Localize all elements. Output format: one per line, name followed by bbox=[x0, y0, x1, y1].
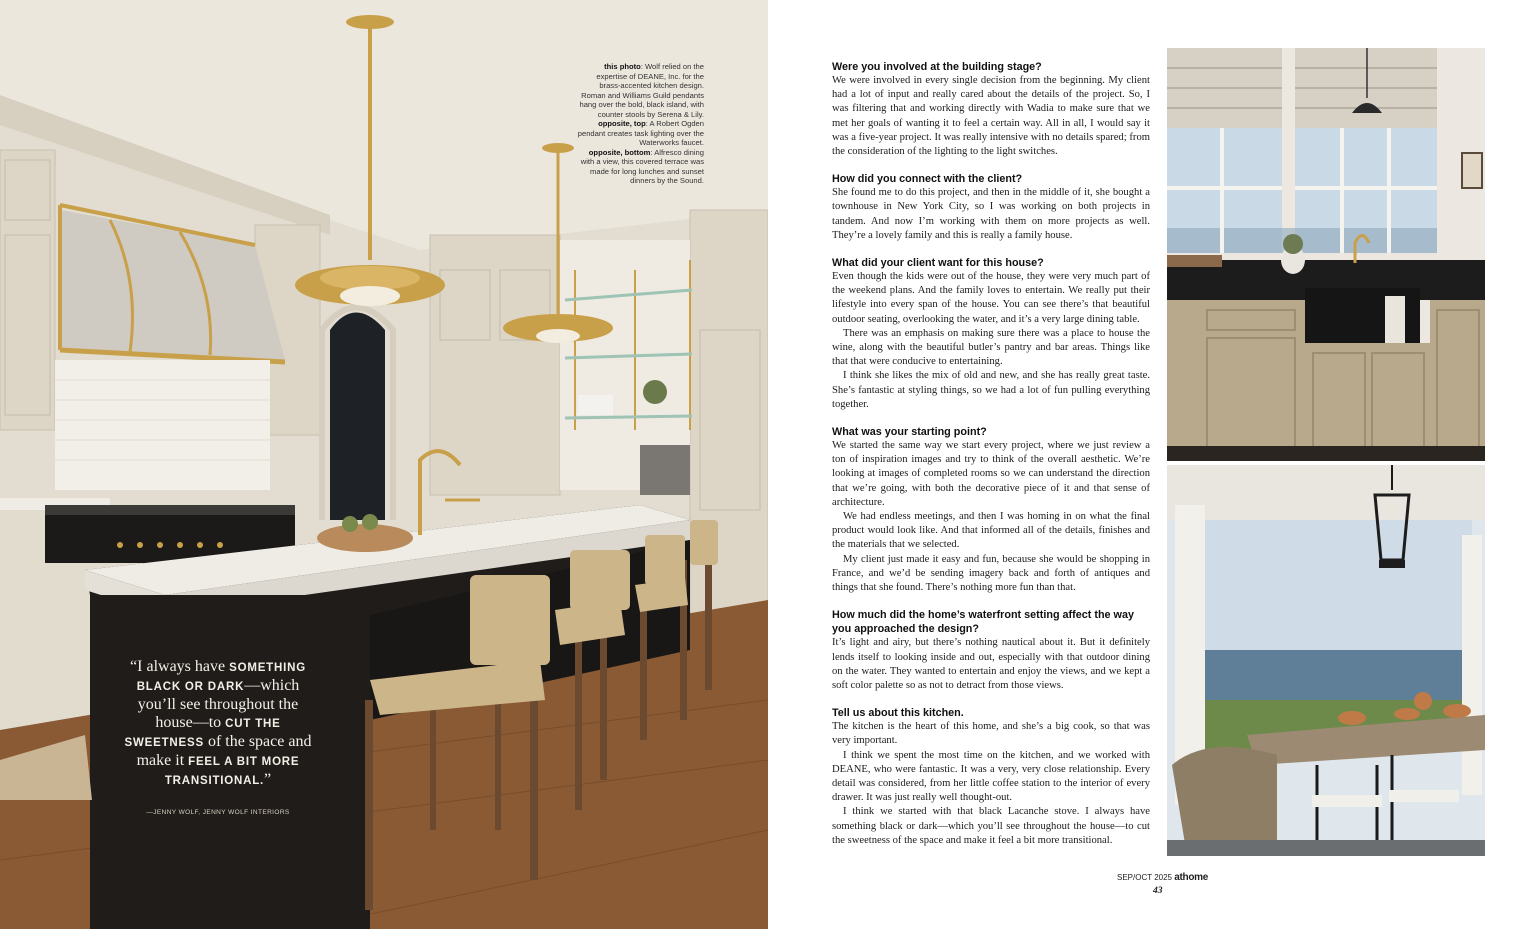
answer-paragraph: My client just made it easy and fun, because she would be shopping in France, and we’d be sending imagery back and forth of antiques and things that she found. There’s nothing more fun than that. bbox=[832, 553, 1150, 594]
quote-attribution: —JENNY WOLF, JENNY WOLF INTERIORS bbox=[146, 809, 290, 816]
quote-emphasis-2: CUT THE SWEETNESS bbox=[124, 718, 281, 749]
answer-paragraph: I think we spent the most time on the kitchen, and we worked with DEANE, who were fantastic. It was a very, very close relationship. Every detail was considered, from her little coffee station to the interior of every drawer. It was just really well thought-out. bbox=[832, 749, 1150, 804]
folio bbox=[1117, 872, 1208, 883]
qa-block bbox=[832, 256, 1150, 412]
terrace-dining-photo bbox=[1167, 465, 1485, 856]
answer-paragraph: The kitchen is the heart of this home, and she’s a big cook, so that was very important. bbox=[832, 721, 1150, 747]
question-heading: How did you connect with the client? bbox=[832, 173, 1023, 186]
quote-text-3: of the space and make it bbox=[136, 733, 312, 769]
answer-paragraph: It’s light and airy, but there’s nothing nautical about it. But it definitely lends itself to looking inside and out, especially with that outdoor dining on the water. They wanted to entertain and enjoy the views, and we kept a soft color palette so as not to detract from those views. bbox=[832, 637, 1150, 691]
quote-text-1: “I always have bbox=[130, 658, 230, 675]
question-heading: Were you involved at the building stage? bbox=[832, 61, 1042, 73]
caption-text-opposite-top: : A Robert Ogden pendant creates task lighting over the Waterworks faucet. bbox=[577, 119, 704, 147]
sink-window-photo bbox=[1167, 48, 1485, 461]
answer-paragraph: We were involved in every single decision from the beginning. My client had a lot of input and really cared about the details of the project. So, I was filtering that and working directly with Wadia to make sure that we met her goals of wanting it to feel a certain way. All in all, I would say it was a five-year project. It was really intensive with no details spared; from the consideration of the lighting to the light switches. bbox=[832, 75, 1150, 158]
caption-label-opposite-bottom: opposite, bottom bbox=[588, 147, 651, 157]
quote-text-2: —which you’ll see throughout the house—to bbox=[137, 677, 300, 731]
caption-label-this-photo: this photo bbox=[604, 62, 641, 71]
caption-label-opposite-top: opposite, top bbox=[598, 119, 646, 128]
quote-emphasis-3: FEEL A BIT MORE TRANSITIONAL. bbox=[164, 756, 300, 787]
qa-block bbox=[832, 60, 1150, 159]
answer-paragraph: We started the same way we start every project, where we just review a ton of inspiration images and try to think of the overall aesthetic. We’re looking at images of completed rooms so we can understand the direction that we’re going, with both the decorative piece of it and that sense of architecture. bbox=[832, 440, 1150, 508]
question-heading: What was your starting point? bbox=[832, 426, 987, 439]
answer-paragraph: We had endless meetings, and then I was homing in on what the final product would look like. And that informed all of the details, finishes and the materials that we selected. bbox=[832, 511, 1150, 551]
caption-text-this-photo: : Wolf relied on the expertise of DEANE, Inc. for the brass-accented kitchen design. Roman and Williams Guild pendants hang over the bold, black island, with counter stools by Serena & Lily. bbox=[579, 62, 704, 119]
question-heading: Tell us about this kitchen. bbox=[832, 707, 964, 720]
quote-text-4: ” bbox=[264, 771, 272, 788]
answer-paragraph: She found me to do this project, and then in the middle of it, she bought a townhouse in New York City, so I was working on both projects in tandem. And now I’m working with them on more projects as well. They’re a lovely family and this is really a family house. bbox=[832, 187, 1150, 241]
answer-paragraph: I think she likes the mix of old and new, and she has really great taste. She’s fantastic at styling things, so we had a lot of fun pulling everything together. bbox=[832, 370, 1150, 410]
page-number: 43 bbox=[1153, 886, 1163, 896]
pull-quote bbox=[122, 658, 314, 822]
photo-caption bbox=[574, 62, 704, 186]
magazine-brand: athome bbox=[1174, 872, 1208, 883]
qa-block bbox=[832, 706, 1150, 848]
answer-paragraph: I think we started with that black Lacanche stove. I always have something black or dark—which you’ll see throughout the house—to cut the sweetness of the space and make it feel a bit more transitional. bbox=[832, 806, 1150, 846]
caption-text-opposite-bottom: : Alfresco dining with a view, this covered terrace was made for long lunches and sunset dinners by the Sound. bbox=[580, 147, 704, 185]
answer-paragraph: Even though the kids were out of the house, they were very much part of the weekend plans. And the family loves to entertain. We really put their lifestyle into every span of the house. You can see there’s that beautiful outdoor seating, overlooking the water, and it’s a very large dining table. bbox=[832, 271, 1150, 325]
qa-block bbox=[832, 425, 1150, 595]
qa-block bbox=[832, 608, 1150, 693]
interview-article bbox=[832, 60, 1150, 861]
issue-date: SEP/OCT 2025 bbox=[1117, 873, 1175, 882]
answer-paragraph: There was an emphasis on making sure there was a place to house the wine, along with the beautiful butler’s pantry and bar areas. Things like that that were conducive to entertaining. bbox=[832, 327, 1150, 368]
question-heading: How much did the home’s waterfront setting affect the way you approached the design? bbox=[832, 609, 1134, 636]
question-heading: What did your client want for this house? bbox=[832, 257, 1044, 270]
sink-window-illustration bbox=[1167, 48, 1485, 461]
qa-block bbox=[832, 172, 1150, 243]
terrace-illustration bbox=[1167, 465, 1485, 856]
quote-emphasis-1: SOMETHING BLACK OR DARK bbox=[136, 662, 306, 693]
